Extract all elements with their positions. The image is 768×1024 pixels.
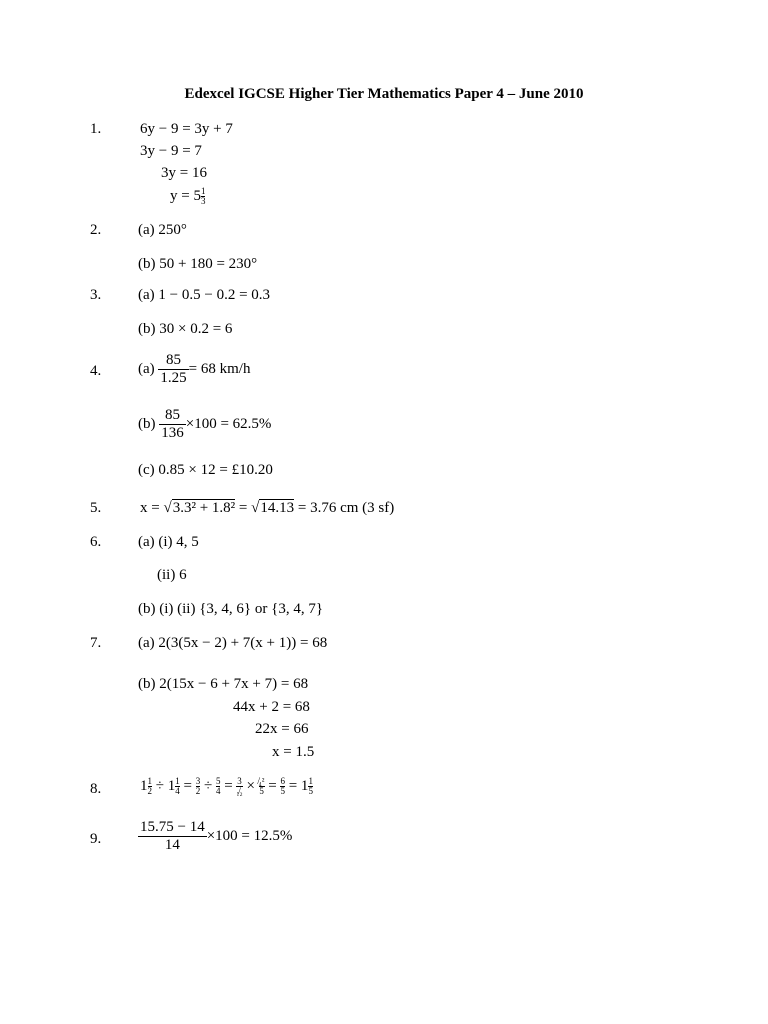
q8-frac-2-num: 1 — [175, 776, 180, 786]
q1-line-2: 3y − 9 = 7 — [140, 143, 202, 159]
q5-radicand-1: 3.3² + 1.8² — [172, 500, 236, 516]
q8-frac-4-den: 4 — [215, 786, 221, 796]
q8-frac-6-num: ̸₄² — [258, 776, 265, 786]
q4-part-c: (c) 0.85 × 12 = £10.20 — [138, 462, 273, 478]
q4-b-denominator: 136 — [161, 425, 184, 441]
q9-line — [138, 819, 292, 854]
q8-frac-5-den: ₁̸₂ — [236, 786, 243, 796]
q8-op-1: ÷ 1 — [155, 777, 176, 794]
q8-eq-2: = — [224, 777, 233, 794]
q8-frac-1-num: 1 — [147, 776, 152, 786]
q4-b-result: ×100 = 62.5% — [185, 415, 272, 432]
question-8-number: 8. — [90, 781, 102, 797]
question-9-number: 9. — [90, 831, 102, 847]
q1-frac-num: 1 — [200, 186, 206, 196]
q8-frac-3-num: 3 — [195, 776, 201, 786]
q4-a-numerator: 85 — [158, 352, 188, 370]
q7-part-b-line-1: (b) 2(15x − 6 + 7x + 7) = 68 — [138, 676, 309, 692]
question-5-number: 5. — [90, 500, 102, 516]
q8-eq-4: = 1 — [288, 777, 309, 794]
q3-part-a: (a) 1 − 0.5 − 0.2 = 0.3 — [138, 287, 271, 303]
q4-part-b — [138, 407, 271, 442]
question-6-number: 6. — [90, 534, 102, 550]
question-1-number: 1. — [90, 121, 102, 137]
q7-part-a: (a) 2(3(5x − 2) + 7(x + 1)) = 68 — [138, 635, 328, 651]
q5-equals-2: = — [238, 500, 248, 516]
q5-radicand-2: 14.13 — [260, 500, 295, 516]
q6-part-a-ii: (ii) 6 — [157, 567, 187, 583]
q1-line-4 — [170, 187, 205, 206]
q8-line — [140, 777, 313, 796]
q8-frac-1-den: 2 — [147, 786, 152, 796]
question-4-number: 4. — [90, 363, 102, 379]
question-7-number: 7. — [90, 635, 102, 651]
q8-whole-1: 1 — [140, 777, 148, 794]
q1-line-1: 6y − 9 = 3y + 7 — [140, 121, 233, 137]
q2-part-b: (b) 50 + 180 = 230° — [138, 256, 258, 272]
q4-part-a — [138, 352, 250, 387]
q8-eq-1: = — [183, 777, 192, 794]
q9-result: ×100 = 12.5% — [206, 827, 293, 844]
q8-frac-2-den: 4 — [175, 786, 180, 796]
q8-frac-4-num: 5 — [215, 776, 221, 786]
q5-x-equals: x = — [140, 500, 160, 516]
q4-a-denominator: 1.25 — [160, 370, 187, 386]
q8-frac-3-den: 2 — [195, 786, 201, 796]
q4-a-label: (a) — [138, 360, 155, 377]
q6-part-a-i: (a) (i) 4, 5 — [138, 534, 199, 550]
q4-a-result: = 68 km/h — [188, 360, 251, 377]
q2-part-a: (a) 250° — [138, 222, 187, 238]
q8-frac-5-num: 3 — [237, 776, 242, 786]
q5-result: = 3.76 cm (3 sf) — [297, 500, 395, 516]
q5-line: x = √3.3² + 1.8² = √14.13 = 3.76 cm (3 sf) — [140, 500, 395, 516]
q4-b-numerator: 85 — [159, 407, 186, 425]
q8-frac-7-den: 5 — [280, 786, 285, 796]
q1-frac-den: 3 — [200, 196, 206, 206]
q1-line-4-left: y = 5 — [170, 187, 201, 204]
page-title: Edexcel IGCSE Higher Tier Mathematics Paper 4 – June 2010 — [184, 86, 584, 102]
q8-frac-8-num: 1 — [308, 776, 313, 786]
q8-frac-6-den: 5 — [259, 786, 264, 796]
q6-part-b: (b) (i) (ii) {3, 4, 6} or {3, 4, 7} — [138, 601, 324, 617]
q7-part-b-line-4: x = 1.5 — [272, 744, 315, 760]
q8-op-2: ÷ — [203, 777, 213, 794]
q8-frac-8-den: 5 — [308, 786, 313, 796]
q8-op-3: × — [246, 777, 255, 794]
q7-part-b-line-2: 44x + 2 = 68 — [233, 699, 310, 715]
q4-b-label: (b) — [138, 415, 156, 432]
q9-numerator: 15.75 − 14 — [140, 819, 205, 835]
q9-denominator: 14 — [164, 837, 180, 853]
q1-line-3: 3y = 16 — [161, 165, 207, 181]
q8-frac-7-num: 6 — [280, 776, 285, 786]
q3-part-b: (b) 30 × 0.2 = 6 — [138, 321, 233, 337]
q7-part-b-line-3: 22x = 66 — [255, 721, 309, 737]
question-3-number: 3. — [90, 287, 102, 303]
question-2-number: 2. — [90, 222, 102, 238]
q8-eq-3: = — [268, 777, 277, 794]
